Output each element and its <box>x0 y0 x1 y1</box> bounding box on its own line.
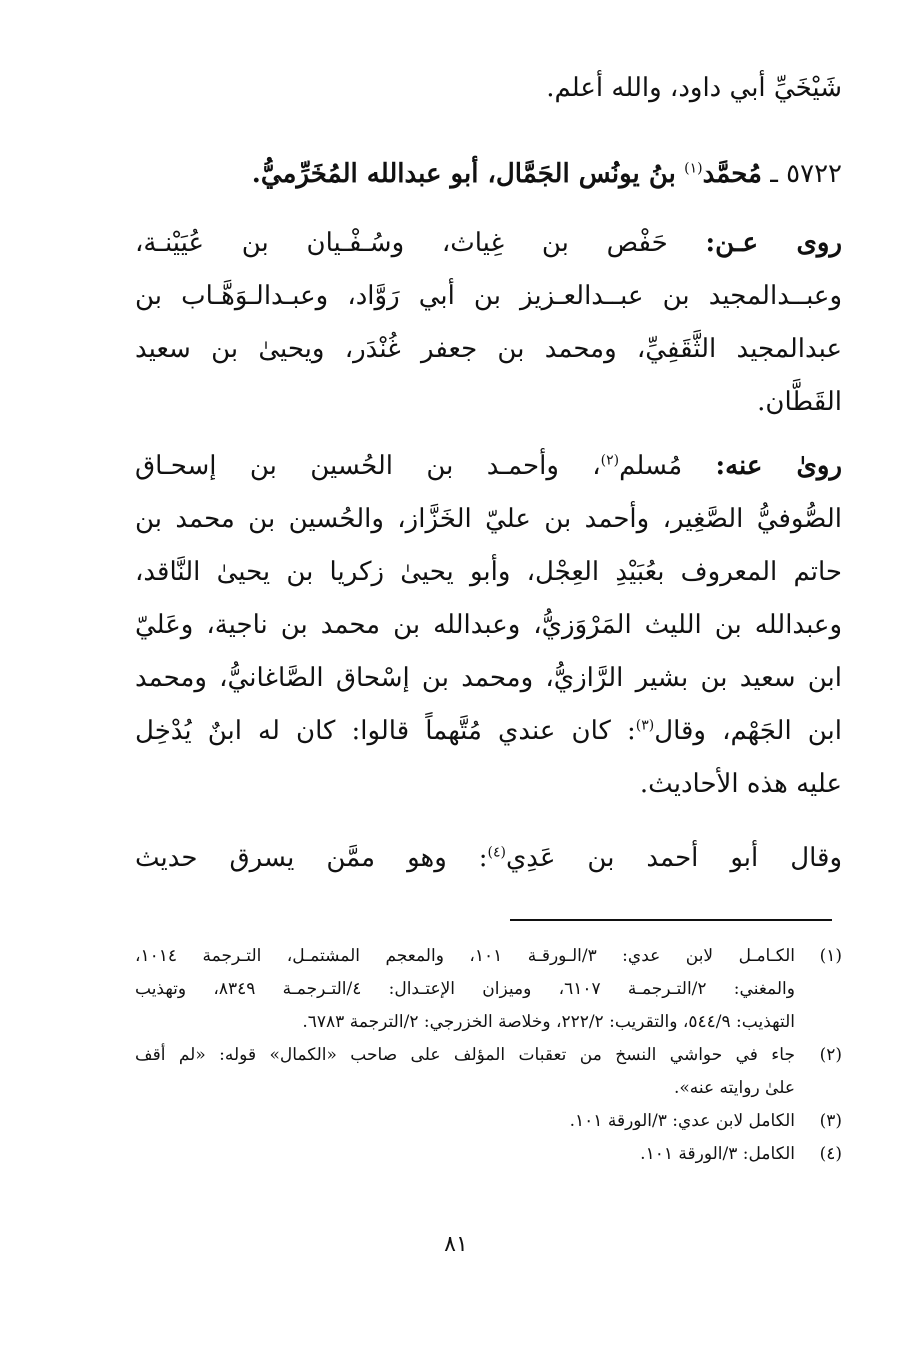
footnote-item <box>135 1039 842 1105</box>
text-line: عليه هذه الأحاديث. <box>639 769 842 799</box>
text-segment: مُسلم <box>619 451 683 481</box>
text-segment: وقال أبو أحمد بن عَدِي <box>505 843 842 873</box>
footnote-number: (٣) <box>819 1111 842 1131</box>
text-line <box>135 832 842 885</box>
text-line: شَيْخَيِّ أبي داود، والله أعلم. <box>546 73 842 103</box>
text-line: وعبدالله بن الليث المَرْوَزيُّ، وعبدالله بن محمد بن ناجية، وعَليّ <box>135 610 842 640</box>
entry-heading-line <box>135 148 842 201</box>
footnote-line: والمغني: ٢/التـرجمـة ٦١٠٧، وميزان الإعتـدال: ٤/التـرجمـة ٨٣٤٩، وتهذيب <box>135 979 795 999</box>
footnote-item <box>135 1105 842 1138</box>
footnote-item <box>135 940 842 1039</box>
footnote-line: الكـامـل لابن عدي: ٣/الـورقـة ١٠١، والمعجم المشتمـل، التـرجمة ١٠١٤، <box>135 946 796 966</box>
footnotes <box>135 940 842 1171</box>
entry-name: مُحمَّد <box>702 159 762 189</box>
footnote-body <box>135 1039 795 1105</box>
text-line: القَطَّان. <box>757 387 842 417</box>
paragraph-rawa-anhu <box>135 440 842 811</box>
footnote-ref: (١) <box>684 160 703 177</box>
footnote-ref: (٢) <box>600 452 620 469</box>
entry-dash: ـ <box>770 159 778 189</box>
text-line: الصُّوفيُّ الصَّغِير، وأحمد بن عليّ الخَزَّاز، والحُسين بن محمد بن <box>135 504 842 534</box>
footnote-item <box>135 1138 842 1171</box>
footnote-number: (٢) <box>819 1045 842 1065</box>
footnote-line: جاء في حواشي النسخ من تعقبات المؤلف على صاحب «الكمال» قوله: «لم أقف <box>135 1045 795 1065</box>
section-label: روىٰ عنه: <box>715 451 842 481</box>
entry-number: ٥٧٢٢ <box>786 159 842 189</box>
footnote-body <box>135 1105 795 1138</box>
footnote-body <box>135 940 795 1039</box>
text-line: ابن سعيد بن بشير الرَّازيُّ، ومحمد بن إسْحاق الصَّاغانيُّ، ومحمد <box>135 663 842 693</box>
footnote-number: (١) <box>819 946 842 966</box>
footnote-line: علىٰ روايته عنه». <box>673 1078 795 1098</box>
footnote-ref: (٣) <box>635 717 655 734</box>
footnote-divider <box>510 919 832 921</box>
section-label: روى عـن: <box>705 228 843 258</box>
text-line <box>135 705 842 758</box>
page-number: ٨١ <box>444 1232 468 1257</box>
footnote-ref: (٤) <box>487 844 506 861</box>
footnote-line: الكامل: ٣/الورقة ١٠١. <box>640 1144 795 1164</box>
footnote-number: (٤) <box>819 1144 842 1164</box>
text-line: عبدالمجيد الثَّقَفِيِّ، ومحمد بن جعفر غُنْدَر، ويحيىٰ بن سعيد <box>135 334 842 364</box>
entry-name-rest: بنُ يونُس الجَمَّال، أبو عبدالله المُخَرِّميُّ. <box>251 159 676 189</box>
text-line: حاتم المعروف بعُبَيْدِ العِجْل، وأبو يحيىٰ زكريا بن يحيىٰ النَّاقد، <box>135 557 842 587</box>
footnote-line: التهذيب: ٥٤٤/٩، والتقريب: ٢٢٢/٢، وخلاصة الخزرجي: ٢/الترجمة ٦٧٨٣. <box>302 1012 795 1032</box>
text-segment: : كان عندي مُتَّهماً قالوا: كان له ابنٌ يُدْخِل <box>135 716 636 746</box>
text-line <box>135 217 842 270</box>
text-segment: ابن الجَهْم، وقال <box>654 716 843 746</box>
text-segment: : وهو ممَّن يسرق حديث <box>135 843 488 873</box>
footnote-body <box>135 1138 795 1171</box>
text-segment: ، وأحمـد بن الحُسين بن إسحـاق <box>135 451 601 481</box>
entry-heading <box>135 148 842 201</box>
paragraph-top <box>135 62 842 115</box>
paragraph-rawa-an <box>135 217 842 429</box>
footnote-line: الكامل لابن عدي: ٣/الورقة ١٠١. <box>569 1111 795 1131</box>
text-line <box>135 440 842 493</box>
paragraph-qala <box>135 832 842 885</box>
text-segment: حَفْص بن غِياث، وسُـفْـيان بن عُيَيْنـة، <box>135 228 668 258</box>
text-line: وعبــدالمجيد بن عبــدالعـزيز بن أبي رَوَّاد، وعبـدالـوَهَّـاب بن <box>135 281 842 311</box>
